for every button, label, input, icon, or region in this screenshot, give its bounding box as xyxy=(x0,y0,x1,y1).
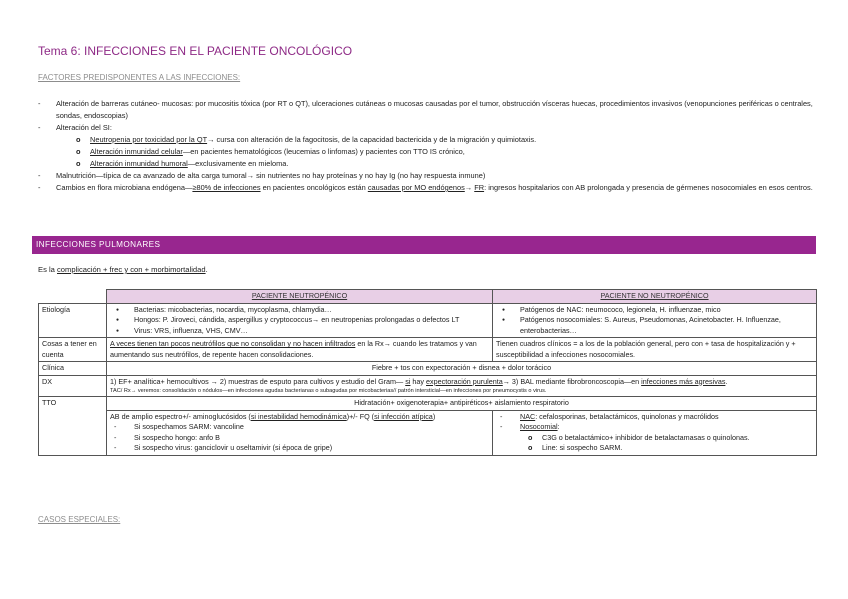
cell-etiologia-neutro xyxy=(107,303,493,338)
row-label-clinica: Clínica xyxy=(39,362,107,376)
row-label-tto: TTO xyxy=(39,397,107,456)
dx-aggressive: infecciones más agresivas xyxy=(641,376,726,386)
tto-neutro-main xyxy=(110,412,489,423)
list-item: - Si sospecho virus: ganciclovir u oseltamivir (si época de gripe) xyxy=(110,443,489,454)
list-item: ● Patógenos nosocomiales: S. Aureus, Pseudomonas, Acinetobacter. H. Influenzae, enterobacterias… xyxy=(496,315,813,336)
list-item xyxy=(496,412,813,423)
list-item: ● Patógenos de NAC: neumococo, legionela, H. influenzae, mico xyxy=(496,305,813,316)
cell-tto-neutro xyxy=(107,410,493,455)
cell-tto-general: Hidratación+ oxigenoterapia+ antipiréticos+ aislamiento respiratorio xyxy=(107,397,817,411)
factor-malnutrition: - Malnutrición—típica de ca avanzado de alta carga tumoral→ sin nutrientes no hay proteínas y no hay Ig (no hay respuesta inmune) xyxy=(38,170,828,182)
tto-text-b: )+/- FQ ( xyxy=(346,411,375,421)
factor-immune-humoral xyxy=(38,158,828,170)
cell-clinica: Fiebre + tos con expectoración + disnea + dolor torácico xyxy=(107,362,817,376)
row-label-dx: DX xyxy=(39,375,107,397)
tto-nosocomial-colon: : xyxy=(557,422,560,431)
section-banner: INFECCIONES PULMONARES xyxy=(32,236,816,254)
cosas-underlined: A veces tienen tan pocos neutrófilos que no consolidan y no hacen infiltrados xyxy=(110,339,356,348)
neutropenia-desc: → cursa con alteración de la fagocitosis, de la capacidad bactericida y de la migración y quimiotaxis. xyxy=(207,135,537,144)
cell-cosas-neutro xyxy=(107,338,493,362)
list-item: ● Hongos: P. Jiroveci, cándida, aspergillus y cryptococcus→ en neutropenias prolongadas o defectos LT xyxy=(110,315,489,326)
row-cosas xyxy=(39,338,817,362)
list-item xyxy=(496,422,813,433)
factor-flora xyxy=(38,182,828,194)
tto-atypical: si infección atípica xyxy=(374,411,433,421)
dx-text-b: hay xyxy=(410,376,427,386)
infections-table xyxy=(38,289,817,456)
row-tto-general xyxy=(39,397,817,411)
cell-cosas-no-neutro: Tienen cuadros clínicos = a los de la población general, pero con + tasa de hospitalización y + susceptibilidad a infecciones nosocomiales. xyxy=(493,338,817,362)
special-cases-heading: CASOS ESPECIALES: xyxy=(38,515,121,524)
row-clinica xyxy=(39,362,817,376)
dx-imaging-note: TAC/ Rx→ veremos: consolidación o nódulos—en infecciones agudas bacterianas o subagudas por micobacterias// patrón intersticial—en infecciones por pneumocystis o virus. xyxy=(110,388,547,394)
row-label-etiologia: Etiología xyxy=(39,303,107,338)
page-title: Tema 6: INFECCIONES EN EL PACIENTE ONCOLÓGICO xyxy=(38,44,353,58)
flora-text-a: Cambios en flora microbiana endógena— xyxy=(56,183,193,192)
col-header-non-neutropenic: PACIENTE NO NEUTROPÉNICO xyxy=(493,290,817,304)
row-etiologia xyxy=(39,303,817,338)
factor-barriers: - Alteración de barreras cutáneo- mucosas: por mucositis tóxica (por RT o QT), ulceraciones cutáneas o mucosas causadas por el tumor, obstrucción vísceras huecas, procedimientos invasivos (venopunciones periféricas o centrales, sondas, endoscopias) xyxy=(38,98,828,122)
cell-dx xyxy=(107,375,817,397)
cosas-rest: en la Rx→ cuando les tratamos y van aumentando sus neutrófilos, de repente hacen consolidaciones. xyxy=(110,339,477,359)
intro-text xyxy=(38,265,208,274)
row-tto-specific xyxy=(39,410,817,455)
dx-purulent: expectoración purulenta xyxy=(426,376,503,386)
list-item: ● Bacterias: micobacterias, nocardia, mycoplasma, chlamydia… xyxy=(110,305,489,316)
list-item: o C3G o betalactámico+ inhibidor de betalactamasas o quinolonas. xyxy=(496,433,813,444)
neutropenia-term: Neutropenia por toxicidad por la QT xyxy=(90,135,208,144)
flora-text-d: : ingresos hospitalarios con AB prolongada y presencia de gérmenes nosocomiales en esos centros. xyxy=(484,183,813,192)
section-subheading: FACTORES PREDISPONENTES A LAS INFECCIONES: xyxy=(38,73,241,82)
flora-arrow: → xyxy=(464,183,475,192)
factors-list xyxy=(38,98,828,194)
tto-text-a: AB de amplio espectro+/- aminoglucósidos ( xyxy=(110,411,251,421)
intro-underlined: complicación + frec y con + morbimortalidad xyxy=(57,265,206,274)
intro-pre: Es la xyxy=(38,265,57,274)
tto-nac-desc: : cefalosporinas, betalactámicos, quinolonas y macrólidos xyxy=(535,411,719,421)
table-corner xyxy=(39,290,107,304)
dx-steps xyxy=(110,377,813,388)
factor-immune-cellular xyxy=(38,146,828,158)
flora-percent: ≥80% de infecciones xyxy=(192,183,261,192)
cellular-desc: —en pacientes hematológicos (leucemias o linfomas) y pacientes con TTO IS crónico, xyxy=(182,147,465,156)
dx-si: si xyxy=(405,376,411,386)
tto-nosocomial: Nosocomial xyxy=(520,422,558,431)
cellular-term: Alteración inmunidad celular xyxy=(90,147,183,156)
flora-text-b: en pacientes oncológicos están xyxy=(260,183,368,192)
row-dx xyxy=(39,375,817,397)
list-item: - Si sospecho hongo: anfo B xyxy=(110,433,489,444)
tto-nac: NAC xyxy=(520,411,536,421)
cell-tto-no-neutro xyxy=(493,410,817,455)
dx-text-c: → 3) BAL mediante fibrobroncoscopia—en xyxy=(502,376,642,386)
flora-fr: FR xyxy=(474,183,485,192)
tto-text-c: ) xyxy=(432,411,436,421)
table-header-row xyxy=(39,290,817,304)
humoral-term: Alteración inmunidad humoral xyxy=(90,159,188,168)
flora-endogenous: causadas por MO endógenos xyxy=(367,183,465,192)
tto-unstable: si inestabilidad hemodinámica xyxy=(250,411,347,421)
col-header-neutropenic: PACIENTE NEUTROPÉNICO xyxy=(107,290,493,304)
dx-text-a: 1) EF+ analítica+ hemocultivos → 2) muestras de esputo para cultivos y estudio del Gram— xyxy=(110,376,406,386)
intro-post: . xyxy=(205,265,208,274)
row-label-cosas: Cosas a tener en cuenta xyxy=(39,338,107,362)
list-item: - Si sospechamos SARM: vancoline xyxy=(110,422,489,433)
list-item: ● Virus: VRS, influenza, VHS, CMV… xyxy=(110,326,489,337)
cell-etiologia-no-neutro xyxy=(493,303,817,338)
list-item: o Line: si sospecho SARM. xyxy=(496,443,813,454)
humoral-desc: —exclusivamente en mieloma. xyxy=(187,159,289,168)
dx-text-d: . xyxy=(725,376,728,386)
factor-immune-neutropenia xyxy=(38,134,828,146)
factor-immune: - Alteración del SI: xyxy=(38,122,828,134)
